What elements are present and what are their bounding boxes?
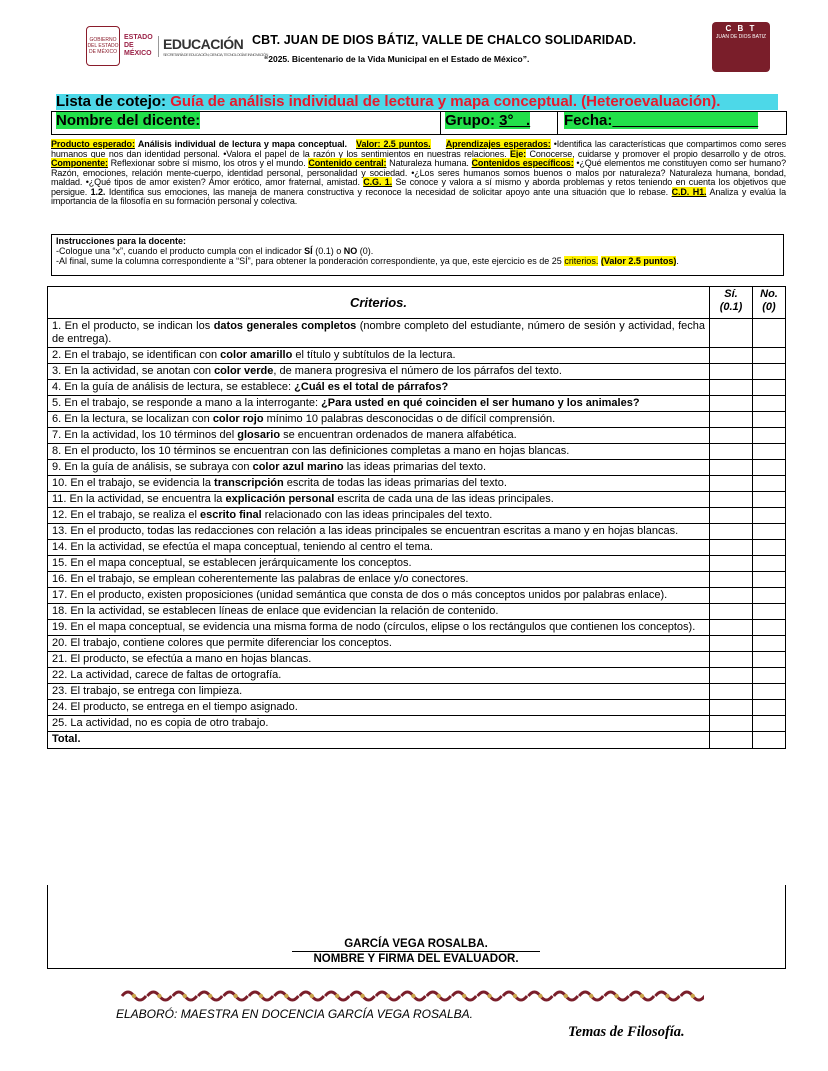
- componente-label: Componente:: [51, 158, 108, 168]
- criteria-table: [47, 286, 786, 749]
- criterion-text: [48, 364, 710, 380]
- evaluator-name: GARCÍA VEGA ROSALBA.: [292, 937, 540, 952]
- group-cell[interactable]: [441, 112, 558, 134]
- group-label: Grupo:: [445, 112, 495, 129]
- criterion-text-part: 23. El trabajo, se entrega con limpieza.: [52, 685, 243, 697]
- criteria-header-row: [48, 287, 786, 319]
- total-row: [48, 732, 786, 749]
- criterion-text: [48, 444, 710, 460]
- criterion-text-part: 22. La actividad, carece de faltas de ortografía.: [52, 669, 282, 681]
- criterion-text-part: 17. En el producto, existen proposiciones (unidad semántica que consta de dos o más conceptos unidos por palabras enlace).: [52, 589, 668, 601]
- criterion-text-part: 6. En la lectura, se localizan con: [52, 413, 213, 425]
- criterion-text-part: 14. En la actividad, se efectúa el mapa conceptual, teniendo al centro el tema.: [52, 541, 433, 553]
- criterion-text: [48, 492, 710, 508]
- table-row: [48, 604, 786, 620]
- criterion-text-bold: color amarillo: [220, 349, 293, 361]
- name-cell[interactable]: [52, 112, 441, 134]
- criterion-text-part: 3. En la actividad, se anotan con: [52, 365, 215, 377]
- border-dot: [259, 994, 263, 998]
- no-cell[interactable]: [753, 380, 786, 396]
- instruction-line2-a: -Al final, sume la columna correspondiente a “SÍ”, para obtener la ponderación correspondiente, ya que, este ejercicio es de 25: [56, 256, 562, 266]
- criterion-text-part: 4. En la guía de análisis de lectura, se establece:: [52, 381, 295, 393]
- componente-text: Reflexionar sobre sí mismo, los otros y el mundo.: [110, 158, 306, 168]
- name-label: Nombre del dicente:: [56, 112, 201, 129]
- instructions-title: Instrucciones para la docente:: [56, 236, 187, 246]
- no-header: No. (0): [753, 287, 786, 319]
- si-cell[interactable]: [710, 572, 753, 588]
- elaboro-footer: ELABORÓ: MAESTRA EN DOCENCIA GARCÍA VEGA ROSALBA.: [116, 1007, 473, 1021]
- no-cell[interactable]: [753, 319, 786, 348]
- border-dot: [614, 994, 618, 998]
- si-cell[interactable]: [710, 396, 753, 412]
- table-row: [48, 492, 786, 508]
- no-cell[interactable]: [753, 444, 786, 460]
- criterion-text-bold: glosario: [237, 429, 281, 441]
- table-row: [48, 319, 786, 348]
- producto-label: Producto esperado:: [51, 139, 135, 149]
- si-cell[interactable]: [710, 444, 753, 460]
- criterion-text-part: 20. El trabajo, contiene colores que permite diferenciar los conceptos.: [52, 637, 392, 649]
- instruction-line1-a: -Cologue una “x”, cuando el producto cumpla con el indicador: [56, 246, 302, 256]
- no-cell[interactable]: [753, 540, 786, 556]
- criterion-text-bold: explicación personal: [225, 493, 335, 505]
- date-label-wrap: [564, 112, 758, 129]
- table-row: [48, 540, 786, 556]
- instruction-no: NO: [343, 246, 358, 256]
- criterion-text: [48, 700, 710, 716]
- si-cell[interactable]: [710, 508, 753, 524]
- mexico-logo: ESTADO DE MÉXICO: [124, 34, 153, 57]
- group-value: 3°: [499, 112, 514, 129]
- si-cell[interactable]: [710, 412, 753, 428]
- si-cell[interactable]: [710, 604, 753, 620]
- page-title: [56, 94, 778, 110]
- border-dot: [462, 994, 466, 998]
- eje-label: Eje:: [509, 148, 527, 159]
- table-row: [48, 364, 786, 380]
- header-logos: [86, 26, 268, 66]
- no-cell[interactable]: [753, 700, 786, 716]
- criterion-text-bold: transcripción: [214, 477, 284, 489]
- criterion-text-part: 9. En la guía de análisis, se subraya con: [52, 461, 253, 473]
- criterion-text-part: 13. En el producto, todas las redacciones con relación a las ideas principales se encuentran escritas a mano y en hojas blancas.: [52, 525, 679, 537]
- criterion-text: [48, 620, 710, 636]
- criterion-text: [48, 396, 710, 412]
- si-cell[interactable]: [710, 492, 753, 508]
- criterion-text: [48, 716, 710, 732]
- no-cell[interactable]: [753, 668, 786, 684]
- border-dot: [437, 994, 441, 998]
- criterion-text-part: mínimo 10 palabras desconocidas o de difícil comprensión.: [263, 413, 556, 425]
- si-cell[interactable]: [710, 652, 753, 668]
- criterion-text-part: relacionado con las ideas principales del texto.: [261, 509, 493, 521]
- border-dot: [233, 994, 237, 998]
- aprendizajes-text: •Identifica las características que compartimos como seres humanos que nos dan identidad personal. •Valora el papel de la razón y los sentimientos en nuestras relaciones.: [51, 139, 786, 159]
- eje-text: Conocerse, cuidarse y promover el propio desarrollo y de otros.: [529, 148, 786, 159]
- criterion-text-part: 7. En la actividad, los 10 términos del: [52, 429, 238, 441]
- border-dot: [487, 994, 491, 998]
- date-label: Fecha:: [564, 112, 613, 129]
- criterion-text-part: el título y subtítulos de la lectura.: [292, 349, 456, 361]
- contenido-central-text: Naturaleza humana.: [389, 158, 469, 168]
- title-prefix: Lista de cotejo:: [56, 93, 167, 110]
- criterion-text-bold: escrito final: [199, 509, 262, 521]
- si-cell[interactable]: [710, 700, 753, 716]
- no-cell[interactable]: [753, 636, 786, 652]
- criterion-text: [48, 348, 710, 364]
- instruction-criterios-highlight: criterios.: [564, 256, 599, 266]
- si-cell[interactable]: [710, 524, 753, 540]
- table-row: [48, 684, 786, 700]
- si-header: Sí. (0.1): [710, 287, 753, 319]
- si-cell[interactable]: [710, 540, 753, 556]
- total-no-cell[interactable]: [753, 732, 786, 749]
- criterion-text-part: 5. En el trabajo, se responde a mano a la interrogante:: [52, 397, 322, 409]
- si-cell[interactable]: [710, 620, 753, 636]
- table-row: [48, 572, 786, 588]
- criterion-text: [48, 524, 710, 540]
- cdh-text: Analiza y evalúa la importancia de la filosofía en su formación personal y colectiva.: [51, 186, 786, 206]
- border-dot: [157, 994, 161, 998]
- cbt-shield-icon: [712, 22, 770, 72]
- criterion-text: [48, 319, 710, 348]
- criterion-text-part: 10. En el trabajo, se evidencia la: [52, 477, 215, 489]
- cg-label: C.G. 1.: [363, 177, 393, 187]
- border-dot: [132, 994, 136, 998]
- no-cell[interactable]: [753, 396, 786, 412]
- education-logo-text: EDUCACIÓN: [163, 35, 244, 52]
- producto-text: Análisis individual de lectura y mapa conceptual.: [137, 139, 347, 149]
- criterion-text-part: 19. En el mapa conceptual, se evidencia una misma forma de nodo (círculos, elipse o los rectángulos que contienen los conceptos).: [52, 621, 696, 633]
- criterion-text: [48, 556, 710, 572]
- instruction-line1-c: (0).: [359, 246, 374, 256]
- criterion-text-bold: color rojo: [212, 413, 264, 425]
- no-cell[interactable]: [753, 476, 786, 492]
- table-row: [48, 508, 786, 524]
- cg-text: Se conoce y valora a sí mismo y aborda problemas y retos teniendo en cuenta los objetivos que persigue.: [51, 177, 786, 197]
- criterion-text-bold: color azul marino: [252, 461, 344, 473]
- table-row: [48, 444, 786, 460]
- si-cell[interactable]: [710, 460, 753, 476]
- contenidos-especificos-label: Contenidos específicos:: [471, 158, 574, 168]
- no-cell[interactable]: [753, 620, 786, 636]
- criterion-text-part: escrita de todas las ideas primarias del texto.: [283, 477, 507, 489]
- no-cell[interactable]: [753, 348, 786, 364]
- aprendizajes-label: Aprendizajes esperados:: [445, 139, 551, 149]
- criterion-text: [48, 652, 710, 668]
- criterion-text: [48, 572, 710, 588]
- criterion-text: [48, 636, 710, 652]
- criterion-text: [48, 380, 710, 396]
- table-row: [48, 636, 786, 652]
- criterios-header: Criterios.: [48, 287, 710, 319]
- criterion-text: [48, 668, 710, 684]
- table-row: [48, 524, 786, 540]
- table-row: [48, 460, 786, 476]
- si-cell[interactable]: [710, 428, 753, 444]
- criterion-text-part: 21. El producto, se efectúa a mano en hojas blancas.: [52, 653, 312, 665]
- no-cell[interactable]: [753, 460, 786, 476]
- criterion-text-part: las ideas primarias del texto.: [343, 461, 487, 473]
- criterion-text: [48, 428, 710, 444]
- activity-description: [51, 140, 786, 207]
- school-name: CBT. JUAN DE DIOS BÁTIZ, VALLE DE CHALCO SOLIDARIDAD.: [252, 33, 637, 47]
- si-cell[interactable]: [710, 636, 753, 652]
- group-label-wrap: Grupo: 3° .: [445, 112, 531, 129]
- no-cell[interactable]: [753, 556, 786, 572]
- gov-label: GOBIERNO DEL ESTADO DE MÉXICO: [87, 37, 119, 55]
- si-cell[interactable]: [710, 380, 753, 396]
- shield-bottom-text: JUAN DE DIOS BATIZ: [715, 34, 767, 40]
- border-dot: [310, 994, 314, 998]
- border-dot: [589, 994, 593, 998]
- border-dot: [665, 994, 669, 998]
- criteria-body: [48, 319, 786, 749]
- no-cell[interactable]: [753, 508, 786, 524]
- criterion-text-part: (nombre completo del estudiante, número de sesión y actividad, fecha de entrega).: [52, 320, 705, 345]
- table-row: [48, 396, 786, 412]
- education-logo-subtitle: SECRETARÍA DE EDUCACIÓN, CIENCIA, TECNOLOGÍA E INNOVACIÓN: [163, 51, 268, 57]
- title-text: Guía de análisis individual de lectura y mapa conceptual. (Heteroevaluación).: [170, 93, 721, 110]
- criterion-text-part: 2. En el trabajo, se identifican con: [52, 349, 221, 361]
- shield-top-text: C B T: [725, 24, 757, 33]
- criterion-text-bold: datos generales completos: [213, 320, 357, 332]
- table-row: [48, 588, 786, 604]
- instruction-line2-end: .: [676, 256, 679, 266]
- teacher-instructions: [51, 234, 784, 276]
- evaluator-label: NOMBRE Y FIRMA DEL EVALUADOR.: [313, 953, 519, 965]
- table-row: [48, 700, 786, 716]
- year-motto: “2025. Bicentenario de la Vida Municipal en el Estado de México”.: [264, 54, 530, 64]
- criterion-text-part: 15. En el mapa conceptual, se establecen jerárquicamente los conceptos.: [52, 557, 412, 569]
- no-cell[interactable]: [753, 492, 786, 508]
- criterion-text: [48, 476, 710, 492]
- border-dot: [640, 994, 644, 998]
- no-cell[interactable]: [753, 684, 786, 700]
- table-row: [48, 716, 786, 732]
- cdh-label: C.D. H1.: [671, 186, 707, 197]
- decorative-border: [118, 987, 704, 1005]
- criterion-text-part: escrita de cada una de las ideas principales.: [334, 493, 554, 505]
- table-row: [48, 348, 786, 364]
- contenido-central-label: Contenido central:: [308, 158, 387, 168]
- criterion-text: [48, 412, 710, 428]
- temas-footer: Temas de Filosofía.: [568, 1024, 685, 1040]
- valor-label: Valor: 2.5 puntos.: [356, 139, 431, 149]
- si-cell[interactable]: [710, 476, 753, 492]
- table-row: [48, 668, 786, 684]
- border-dot: [183, 994, 187, 998]
- contenidos-especificos-text: •¿Qué elementos me constituyen como ser humano? Razón, emociones, relación mente-cuerpo, identidad personal, personalidad y sociedad. •¿Los seres humanos somos buenos o malos por naturaleza? Naturaleza humana, bondad, maldad. •¿Qué tipos de amor existen? Amor erótico, amor fraternal, amistad.: [51, 158, 786, 187]
- instruction-valor-highlight: (Valor 2.5 puntos): [600, 256, 677, 266]
- cg2-number: 1.2.: [90, 186, 106, 197]
- si-cell[interactable]: [710, 668, 753, 684]
- no-cell[interactable]: [753, 428, 786, 444]
- total-si-cell[interactable]: [710, 732, 753, 749]
- cg2-text: Identifica sus emociones, las maneja de manera constructiva y reconoce la necesidad de solicitar apoyo ante una situación que lo rebase.: [108, 186, 669, 197]
- no-cell[interactable]: [753, 412, 786, 428]
- si-cell[interactable]: [710, 684, 753, 700]
- border-dot: [538, 994, 542, 998]
- criterion-text-bold: color verde: [214, 365, 274, 377]
- criterion-text-part: 16. En el trabajo, se emplean coherentemente las palabras de enlace y/o conectores.: [52, 573, 469, 585]
- border-dot: [335, 994, 339, 998]
- student-info-row: [51, 111, 787, 135]
- criterion-text: [48, 588, 710, 604]
- no-cell[interactable]: [753, 524, 786, 540]
- criterion-text-part: 12. En el trabajo, se realiza el: [52, 509, 200, 521]
- criterion-text-part: se encuentran ordenados de manera alfabética.: [280, 429, 517, 441]
- border-dot: [208, 994, 212, 998]
- criterion-text-part: 24. El producto, se entrega en el tiempo asignado.: [52, 701, 298, 713]
- border-dot: [691, 994, 695, 998]
- border-dot: [564, 994, 568, 998]
- criterion-text: [48, 460, 710, 476]
- instruction-line1-b: (0.1) o: [315, 246, 342, 256]
- table-row: [48, 652, 786, 668]
- total-label: Total.: [48, 732, 710, 749]
- criterion-text-bold: ¿Cuál es el total de párrafos?: [294, 381, 449, 393]
- table-row: [48, 380, 786, 396]
- table-row: [48, 620, 786, 636]
- criterion-text-part: 25. La actividad, no es copia de otro trabajo.: [52, 717, 269, 729]
- criterion-text: [48, 604, 710, 620]
- no-cell[interactable]: [753, 588, 786, 604]
- criterion-text-part: , de manera progresiva el número de los párrafos del texto.: [273, 365, 562, 377]
- si-cell[interactable]: [710, 588, 753, 604]
- table-row: [48, 476, 786, 492]
- si-cell[interactable]: [710, 364, 753, 380]
- no-cell[interactable]: [753, 652, 786, 668]
- no-cell[interactable]: [753, 572, 786, 588]
- border-dot: [360, 994, 364, 998]
- si-cell[interactable]: [710, 556, 753, 572]
- no-cell[interactable]: [753, 604, 786, 620]
- instruction-si: SÍ: [304, 246, 313, 256]
- state-seal-icon: [86, 26, 120, 66]
- date-cell[interactable]: [558, 112, 786, 134]
- criterion-text-part: 1. En el producto, se indican los: [52, 320, 214, 332]
- table-row: [48, 556, 786, 572]
- no-cell[interactable]: [753, 716, 786, 732]
- criterion-text-part: 11. En la actividad, se encuentra la: [52, 493, 226, 505]
- table-row: [48, 412, 786, 428]
- criterion-text: [48, 684, 710, 700]
- criterion-text: [48, 508, 710, 524]
- border-dot: [411, 994, 415, 998]
- border-dot: [386, 994, 390, 998]
- si-cell[interactable]: [710, 348, 753, 364]
- no-cell[interactable]: [753, 364, 786, 380]
- si-cell[interactable]: [710, 319, 753, 348]
- border-dot: [284, 994, 288, 998]
- criterion-text: [48, 540, 710, 556]
- criterion-text-part: 18. En la actividad, se establecen líneas de enlace que evidencian la relación de contenido.: [52, 605, 499, 617]
- si-cell[interactable]: [710, 716, 753, 732]
- criterion-text-bold: ¿Para usted en qué coinciden el ser humano y los animales?: [321, 397, 640, 409]
- table-row: [48, 428, 786, 444]
- criterion-text-part: 8. En el producto, los 10 términos se encuentran con las definiciones completas a mano en hojas blancas.: [52, 445, 570, 457]
- border-dot: [513, 994, 517, 998]
